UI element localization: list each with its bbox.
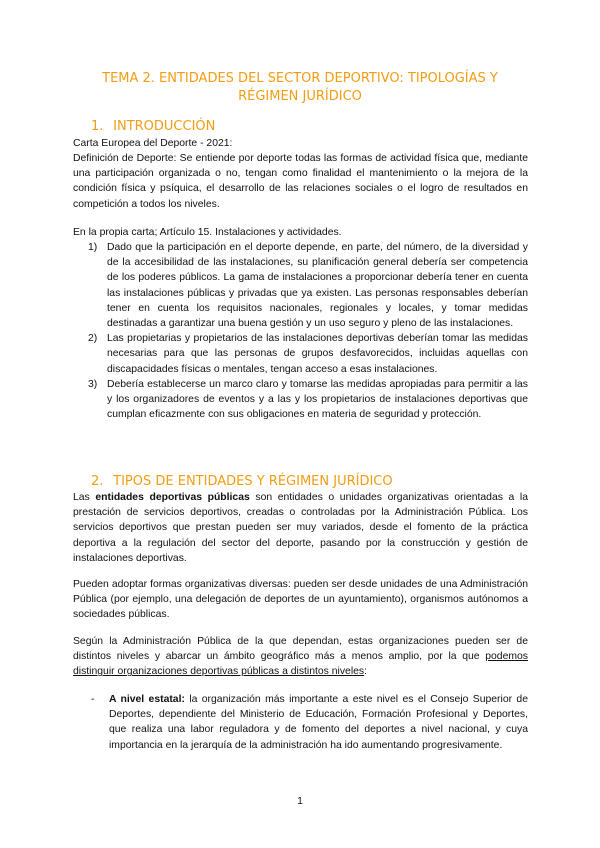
section-2-number: 2. xyxy=(91,474,104,489)
section-2-title: TIPOS DE ENTIDADES Y RÉGIMEN JURÍDICO xyxy=(113,474,393,489)
list-item-text: Debería establecerse un marco claro y tomarse las medidas apropiadas para permitir a las y los organizadores de eventos y a las y los propietarios de instalaciones deportivas que cumplan eficazmente con sus obligaciones en materia de seguridad y protección. xyxy=(107,378,528,421)
p3-underline: podemos distinguir organizaciones deportivas públicas a distintos niveles xyxy=(73,651,528,678)
list-item-text: Las propietarias y propietarios de las instalaciones deportivas deberían tomar las medidas necesarias para que las personas de grupos desfavorecidos, incluidas aquellas con discapacidades físicas o mentales, tengan acceso a esas instalaciones. xyxy=(107,333,528,375)
p1-post: son entidades o unidades organizativas orientadas a la prestación de servicios deportivos, creadas o controladas por la Administración Pública. Los servicios deportivos que prestan pueden ser muy variados, desde el fomento de la práctica deportiva a la regulación del sector del deporte, pasando por la construcción y gestión de instalaciones deportivas. xyxy=(73,492,528,564)
list-item-number: 1) xyxy=(88,242,98,253)
list-item xyxy=(88,377,528,423)
carta-label: Carta Europea del Deporte - 2021: xyxy=(73,138,233,149)
list-item xyxy=(88,331,528,377)
list-item-number: 2) xyxy=(88,333,98,345)
bullet-dash: - xyxy=(91,694,95,705)
articulo-list xyxy=(88,240,528,422)
section-1-number: 1. xyxy=(91,119,104,134)
title-line-1: TEMA 2. ENTIDADES DEL SECTOR DEPORTIVO: TIPOLOGÍAS Y xyxy=(102,71,498,86)
title-line-2: RÉGIMEN JURÍDICO xyxy=(238,89,362,104)
p3-post: : xyxy=(364,666,367,678)
niveles-paragraph xyxy=(73,634,528,680)
list-item-number: 3) xyxy=(88,378,98,390)
page-number: 1 xyxy=(297,796,303,807)
bullet-text: la organización más importante a este nivel es el Consejo Superior de Deportes, dependiente del Ministerio de Educación, Formación Profesional y Deportes, que realiza una labor reguladora y de fomento del deportes a nivel nacional, y cuya importancia en la jerarquía de la administración ha ido aumentando progresivamente. xyxy=(109,694,528,751)
p3-pre: Según la Administración Pública de la que dependan, estas organizaciones pueden ser de distintos niveles y abarcar un ámbito geográfico más a menos amplio, por la que xyxy=(73,636,528,663)
section-2-heading xyxy=(91,474,393,490)
list-item xyxy=(88,240,528,331)
list-item-text: Dado que la participación en el deporte depende, en parte, del número, de la diversidad y de la accesibilidad de las instalaciones, su planificación general debería ser competencia de los poderes públicos. La gama de instalaciones a proporcionar debería tener en cuenta las instalaciones públicas y privadas que ya existen. Las personas responsables deberían tener en cuenta los requisitos nacionales, regionales y locales, y tomar medidas destinadas a garantizar una buena gestión y un uso seguro y pleno de las instalaciones. xyxy=(107,242,528,330)
document-title xyxy=(72,70,528,106)
bullet-bold: A nivel estatal: xyxy=(109,694,185,705)
section-1-heading xyxy=(91,119,215,135)
bullet-nivel-estatal xyxy=(91,692,528,753)
p1-bold: entidades deportivas públicas xyxy=(95,492,250,503)
articulo-paragraph: En la propia carta; Artículo 15. Instalaciones y actividades. xyxy=(73,227,342,238)
entidades-paragraph xyxy=(73,490,528,566)
formas-paragraph: Pueden adoptar formas organizativas diversas: pueden ser desde unidades de una Administración Pública (por ejemplo, una delegación de deportes de un ayuntamiento), organismos autónomos a sociedades públicas. xyxy=(73,579,528,621)
definicion-paragraph: Definición de Deporte: Se entiende por deporte todas las formas de actividad física que, mediante una participación organizada o no, tengan como finalidad el mantenimiento o la mejora de la condición física y psíquica, el desarrollo de las relaciones sociales o el logro de resultados en competición a todos los niveles. xyxy=(73,153,528,210)
section-1-title: INTRODUCCIÓN xyxy=(113,119,216,134)
p1-pre: Las xyxy=(73,492,96,503)
